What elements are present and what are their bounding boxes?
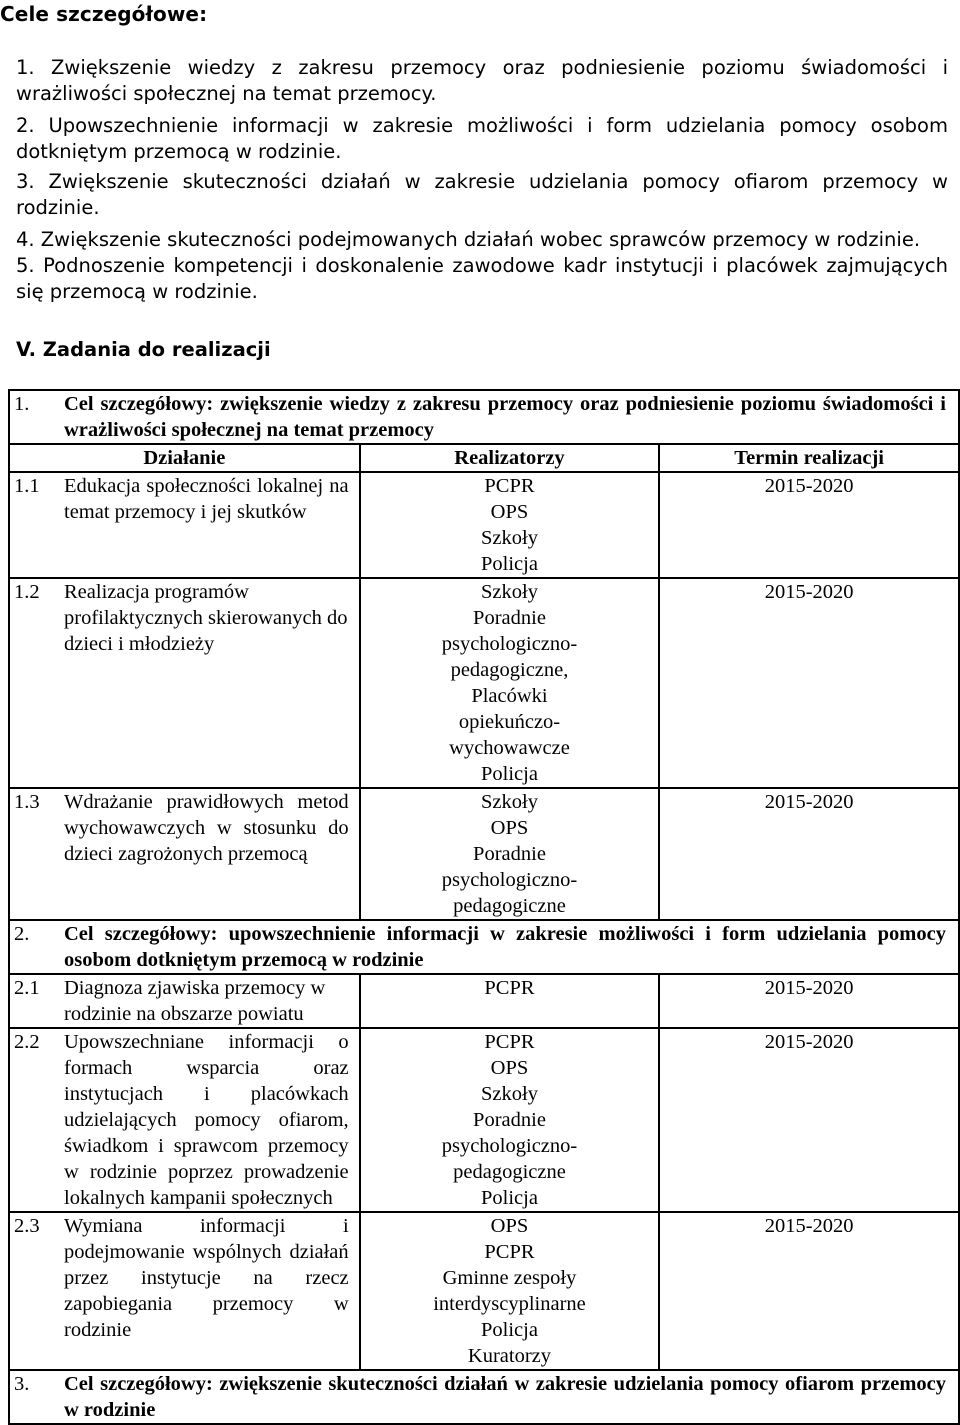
actor: Poradnie <box>473 607 546 629</box>
table-row <box>9 788 959 920</box>
goal-text: Cel szczegółowy: zwiększenie wiedzy z zakresu przemocy oraz podniesienie poziomu świadomości i wrażliwości społecznej na temat przemocy <box>60 390 959 444</box>
actor: pedagogiczne <box>453 1161 566 1183</box>
goal-row-3 <box>9 1370 959 1424</box>
table-row <box>9 472 959 578</box>
table-row <box>9 1028 959 1212</box>
row-action: Wdrażanie prawidłowych metod wychowawczych w stosunku do dzieci zagrożonych przemocą <box>60 788 360 920</box>
table-row <box>9 974 959 1028</box>
actor: Poradnie <box>473 1109 546 1131</box>
row-term: 2015-2020 <box>659 1028 959 1212</box>
actor: psychologiczno- <box>441 633 578 655</box>
actor: PCPR <box>484 1241 535 1263</box>
row-actors <box>360 578 660 788</box>
actor: wychowawcze <box>449 737 570 759</box>
goal-item-5: 5. Podnoszenie kompetencji i doskonalenie zawodowe kadr instytucji i placówek zajmujących się przemocą w rodzinie. <box>16 254 948 303</box>
goal-item-4: 4. Zwiększenie skuteczności podejmowanych działań wobec sprawców przemocy w rodzinie. <box>16 228 921 251</box>
row-action: Edukacja społeczności lokalnej na temat przemocy i jej skutków <box>60 472 360 578</box>
actor: PCPR <box>484 475 535 497</box>
row-action: Realizacja programów profilaktycznych skierowanych do dzieci i młodzieży <box>60 578 360 788</box>
actor: Szkoły <box>481 527 538 549</box>
actor: Szkoły <box>481 791 538 813</box>
goal-row-1 <box>9 390 959 444</box>
actor: Gminne zespoły <box>442 1267 577 1289</box>
actor: Kuratorzy <box>467 1345 552 1367</box>
goal-item-1: 1. Zwiększenie wiedzy z zakresu przemocy oraz podniesienie poziomu świadomości i wrażliwości społecznej na temat przemocy. <box>16 56 948 105</box>
section-title: V. Zadania do realizacji <box>16 338 271 361</box>
row-actors <box>360 788 660 920</box>
actor: psychologiczno- <box>441 869 578 891</box>
row-number: 1.3 <box>9 788 60 920</box>
actor: Policja <box>481 1319 538 1341</box>
actor: PCPR <box>484 1031 535 1053</box>
row-term: 2015-2020 <box>659 788 959 920</box>
header-action: Działanie <box>9 444 360 472</box>
actor: Placówki <box>471 685 548 707</box>
actor: Poradnie <box>473 843 546 865</box>
row-term: 2015-2020 <box>659 1212 959 1370</box>
actor: Szkoły <box>481 1083 538 1105</box>
row-actors <box>360 1212 660 1370</box>
row-actors <box>360 974 660 1028</box>
goal-number: 3. <box>9 1370 60 1424</box>
actor: Szkoły <box>481 581 538 603</box>
row-action: Wymiana informacji i podejmowanie wspólnych działań przez instytucje na rzecz zapobiegania przemocy w rodzinie <box>60 1212 360 1370</box>
tasks-table <box>8 389 960 1425</box>
actor: opiekuńczo- <box>458 711 561 733</box>
page-heading: Cele szczegółowe: <box>0 2 208 26</box>
actor: psychologiczno- <box>441 1135 578 1157</box>
goal-item-2: 2. Upowszechnienie informacji w zakresie możliwości i form udzielania pomocy osobom dotkniętym przemocą w rodzinie. <box>16 114 948 163</box>
actor: OPS <box>490 1057 529 1079</box>
row-term: 2015-2020 <box>659 472 959 578</box>
actor: interdyscyplinarne <box>433 1293 586 1315</box>
actor: OPS <box>490 817 529 839</box>
actor: OPS <box>490 1215 529 1237</box>
goal-number: 2. <box>9 920 60 974</box>
row-number: 2.3 <box>9 1212 60 1370</box>
row-term: 2015-2020 <box>659 578 959 788</box>
header-term: Termin realizacji <box>659 444 959 472</box>
goal-number: 1. <box>9 390 60 444</box>
row-action: Upowszechniane informacji o formach wsparcia oraz instytucjach i placówkach udzielających pomocy ofiarom, świadkom i sprawcom przemocy w rodzinie poprzez prowadzenie lokalnych kampanii społecznych <box>60 1028 360 1212</box>
goal-text: Cel szczegółowy: upowszechnienie informacji w zakresie możliwości i form udzielania pomocy osobom dotkniętym przemocą w rodzinie <box>60 920 959 974</box>
goal-item-3: 3. Zwiększenie skuteczności działań w zakresie udzielania pomocy ofiarom przemocy w rodzinie. <box>16 170 948 219</box>
table-row <box>9 1212 959 1370</box>
actor: PCPR <box>484 977 535 999</box>
row-number: 2.1 <box>9 974 60 1028</box>
row-number: 2.2 <box>9 1028 60 1212</box>
table-header-row <box>9 444 959 472</box>
row-actors <box>360 1028 660 1212</box>
actor: Policja <box>481 1187 538 1209</box>
header-actors: Realizatorzy <box>360 444 660 472</box>
goal-row-2 <box>9 920 959 974</box>
row-action: Diagnoza zjawiska przemocy w rodzinie na obszarze powiatu <box>60 974 360 1028</box>
table-row <box>9 578 959 788</box>
goal-text: Cel szczegółowy: zwiększenie skuteczności działań w zakresie udzielania pomocy ofiarom przemocy w rodzinie <box>60 1370 959 1424</box>
row-number: 1.1 <box>9 472 60 578</box>
actor: pedagogiczne <box>453 895 566 917</box>
actor: pedagogiczne, <box>450 659 569 681</box>
row-term: 2015-2020 <box>659 974 959 1028</box>
actor: OPS <box>490 501 529 523</box>
row-number: 1.2 <box>9 578 60 788</box>
row-actors <box>360 472 660 578</box>
actor: Policja <box>481 553 538 575</box>
actor: Policja <box>481 763 538 785</box>
